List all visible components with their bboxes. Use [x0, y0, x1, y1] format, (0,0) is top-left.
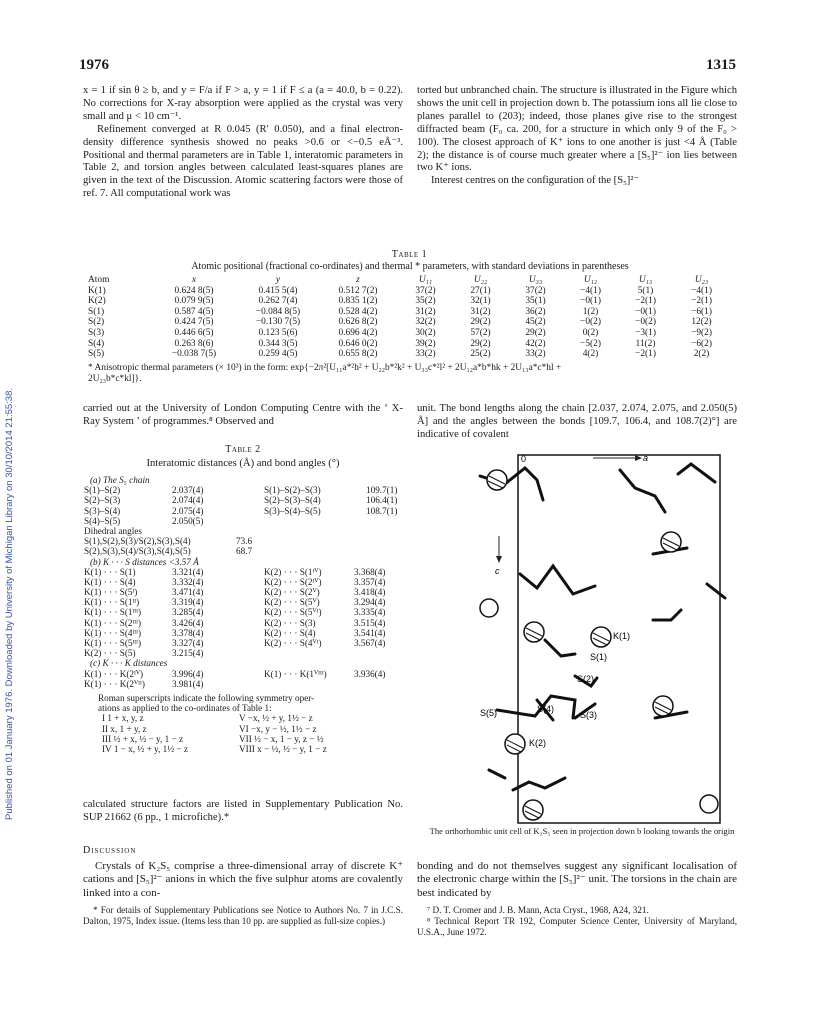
cell: −0(2): [635, 317, 656, 328]
cell: 33(2): [415, 349, 436, 360]
s5-chain: [653, 610, 681, 620]
col-header: Atom: [88, 275, 110, 285]
col-header: U₁₂: [583, 275, 598, 285]
cell: 25(2): [470, 349, 491, 360]
cell: 0.344 3(5): [258, 338, 298, 349]
cell: 0.123 5(6): [258, 327, 298, 338]
cell: 3.285(4): [172, 607, 204, 618]
cell: K(1) · · · S(2ᴵᴵᴵ): [84, 617, 142, 628]
cell: 37(2): [525, 285, 546, 296]
table1-label: Table 1: [391, 249, 428, 260]
cell: −6(1): [691, 306, 712, 317]
cell: 39(2): [415, 338, 436, 349]
cell: VII ½ − x, 1 − y, z − ½: [239, 733, 324, 744]
atom-label-s4: S(4): [537, 704, 555, 714]
cell: 3.996(4): [172, 668, 204, 679]
cell: 2.075(4): [172, 505, 204, 516]
table-row: [84, 597, 414, 607]
table1-header-row: [88, 275, 730, 286]
s5-chain: [620, 470, 665, 512]
cell: 3.515(4): [354, 617, 386, 628]
cell: 0.696 4(2): [338, 327, 378, 338]
symmetry-row: [84, 713, 414, 723]
cell: 2.074(4): [172, 495, 204, 506]
cell: K(2): [88, 296, 106, 307]
cell: 3.294(4): [354, 597, 386, 608]
table1: [88, 275, 730, 360]
s5-chain: [707, 584, 725, 598]
cell: 0.655 8(2): [338, 349, 378, 360]
cell: −6(2): [691, 338, 712, 349]
cell: 33(2): [525, 349, 546, 360]
cell: K(1) · · · S(1ᴵᴵᴵ): [84, 607, 142, 618]
table-row: [88, 296, 730, 307]
cell: 3.981(4): [172, 678, 204, 689]
potassium-atom: [700, 795, 718, 813]
section-heading: (b) K · · · S distances <3.57 Å: [90, 556, 199, 567]
cell: −4(1): [691, 285, 712, 296]
cell: 30(2): [415, 327, 436, 338]
cell: 36(2): [525, 306, 546, 317]
table-row: [84, 546, 414, 556]
atom-label-s1: S(1): [590, 652, 608, 662]
cell: −0.038 7(5): [171, 349, 217, 360]
axis-c-arrowhead: [496, 556, 502, 563]
cell: S(2)–S(3)–S(4): [264, 495, 321, 506]
cell: S(1),S(2),S(3)/S(2),S(3),S(4): [84, 536, 191, 547]
cell: 0.259 4(5): [258, 349, 298, 360]
cell: K(1) · · · S(1ᴵᴵ): [84, 597, 140, 608]
cell: IV 1 − x, ½ + y, 1½ − z: [102, 743, 188, 754]
cell: 29(2): [470, 338, 491, 349]
cell: −4(1): [580, 285, 601, 296]
col-header: U₁₁: [418, 275, 433, 285]
reference-7: ⁷ D. T. Cromer and J. B. Mann, Acta Cryst., 1968, A24, 321.: [427, 905, 649, 915]
cell: 106.4(1): [366, 495, 398, 506]
col-header: U₁₃: [638, 275, 653, 285]
cell: 3.378(4): [172, 627, 204, 638]
cell: 3.321(4): [172, 566, 204, 577]
cell: 12(2): [691, 317, 712, 328]
cell: 32(1): [470, 296, 491, 307]
cell: −0(1): [580, 296, 601, 307]
cell: 0.528 4(2): [338, 306, 378, 317]
col-header: z: [356, 275, 360, 285]
cell: −2(1): [691, 296, 712, 307]
table-row: [84, 607, 414, 617]
cell: K(2) · · · S(5ⱽ): [264, 597, 320, 608]
cell: 29(2): [525, 327, 546, 338]
cell: 35(1): [525, 296, 546, 307]
cell: 0(2): [582, 327, 599, 338]
cell: 3.471(4): [172, 587, 204, 598]
atom-label-k1: K(1): [613, 631, 631, 641]
table2-caption: Interatomic distances (Å) and bond angles (°): [146, 458, 340, 469]
table-row: [88, 307, 730, 318]
cell: 31(2): [470, 306, 491, 317]
discussion-heading: Discussion: [83, 845, 137, 856]
left-column-top: [83, 85, 403, 201]
cell: 108.7(1): [366, 505, 398, 516]
table-row: [84, 577, 414, 587]
cell: 68.7: [236, 546, 253, 557]
symmetry-row: [84, 724, 414, 734]
cell: 109.7(1): [366, 485, 398, 496]
cell: 73.6: [236, 536, 253, 547]
symmetry-intro: ations as applied to the co-ordinates of Table 1:: [98, 703, 272, 714]
table-row: [84, 648, 414, 658]
cell: 11(2): [635, 338, 656, 349]
col-header: U₂₃: [694, 275, 709, 285]
cell: K(2) · · · S(5ⱽᴵ): [264, 607, 322, 618]
col-header: U₃₃: [528, 275, 543, 285]
section-heading: Dihedral angles: [84, 525, 142, 536]
cell: K(2) · · · S(1ᴵⱽ): [264, 566, 322, 577]
cell: V −x, ½ + y, 1½ − z: [239, 713, 313, 724]
s5-chain: [545, 640, 575, 656]
cell: K(2) · · · S(5): [84, 648, 136, 659]
paragraph: Refinement converged at R 0.045 (R′ 0.050), and a final electron-density difference synthesis showed no peaks >0.6 or <−0.5 eÅ⁻³. Positional and thermal parameters are in Table 1, interatomic parameters in Table 2, and torsion angles between calculated least-squares planes are given in the text of the Discussion. Atomic scattering factors were those of ref. 7. All computational work was: [83, 123, 403, 200]
potassium-atom: [480, 599, 498, 617]
table-row: [84, 618, 414, 628]
table-row: [84, 536, 414, 546]
cell: 3.567(4): [354, 638, 386, 648]
axis-a-arrowhead: [635, 455, 642, 461]
cell: 0.626 8(2): [338, 317, 378, 328]
cell: 4(2): [582, 349, 599, 360]
right-column-bottom: bonding and do not themselves suggest any significant localisation of the electronic charge within the [S₅]²⁻ unit. The torsions in the chain are best indicated by: [417, 860, 737, 899]
cell: I 1 + x, y, z: [102, 713, 144, 724]
cell: K(1) · · · S(4ᴵᴵᴵ): [84, 627, 142, 638]
cell: II x, 1 + y, z: [102, 723, 147, 734]
cell: 42(2): [525, 338, 546, 349]
cell: K(1) · · · S(5ᴵ): [84, 587, 138, 598]
cell: −3(1): [635, 327, 656, 338]
paragraph: x = 1 if sin θ ≥ b, and y = F/a if F > a, y = 1 if F ≤ a (a = 40.0, b = 0.22). No corrections for X-ray absorption were applied as the crystal was very small and μ < 10 cm⁻¹.: [83, 85, 403, 122]
s5-chain: [678, 464, 715, 482]
col-header: x: [191, 275, 197, 285]
cell: −0(2): [580, 317, 601, 328]
cell: 27(1): [470, 285, 491, 296]
atom-label-s2: S(2): [577, 674, 595, 684]
cell: −5(2): [580, 338, 601, 349]
cell: 3.936(4): [354, 668, 386, 679]
table-row: [84, 567, 414, 577]
cell: K(1) · · · S(1): [84, 566, 136, 577]
cell: −2(1): [635, 296, 656, 307]
journal-year: 1976: [79, 57, 109, 73]
cell: III ½ + x, ½ − y, 1 − z: [102, 733, 184, 744]
cell: 3.332(4): [172, 576, 204, 587]
cell: −0(1): [635, 306, 656, 317]
cell: −0.130 7(5): [255, 317, 301, 328]
cell: 31(2): [415, 306, 436, 317]
cell: 0.835 1(2): [338, 296, 378, 307]
cell: 1(2): [582, 306, 599, 317]
cell: 3.357(4): [354, 576, 386, 587]
axis-a-label: a: [643, 453, 649, 463]
atom-label-k2: K(2): [529, 738, 547, 748]
cell: 57(2): [470, 327, 491, 338]
unit-cell-figure: [425, 448, 745, 828]
cell: K(2) · · · S(4ⱽᴵ): [264, 638, 322, 648]
cell: 0.512 7(2): [338, 285, 378, 296]
col-header: y: [275, 275, 281, 285]
cell: S(3)–S(4): [84, 505, 121, 516]
table-row: [88, 339, 730, 350]
axis-c-label: c: [495, 566, 500, 576]
table1-footnote: * Anisotropic thermal parameters (× 10³) in the form: exp{−2π²[U₁₁a*²h² + U₂₂b*²k² + U₃₃c*²l² + 2U₁₂a*b*hk + 2U₁₃a*c*hl +: [88, 363, 562, 373]
table-row: [84, 506, 414, 516]
section-heading: (a) The S₅ chain: [90, 475, 150, 485]
cell: 5(1): [637, 285, 654, 296]
cell: 0.424 7(5): [174, 317, 214, 328]
paragraph: torted but unbranched chain. The structure is illustrated in the Figure which shows the unit cell in projection down b. The potassium ions all lie close to planes parallel to (203); indeed, those planes give rise to the strongest diffracted beam (F₀ ca. 200, for a structure in which only 9 of the F₀ > 100). The closest approach of K⁺ ions to one another is just <4 Å (Table 2); the distance is of course much greater where a [S₅]²⁻ ion lies between two K⁺ ions.: [417, 85, 737, 174]
cell: S(4): [88, 338, 105, 349]
reference-8: ⁸ Technical Report TR 192, Computer Science Center, University of Maryland, U.S.A., June 1972.: [417, 916, 737, 937]
cell: VIII x − ½, ½ − y, 1 − z: [239, 743, 327, 754]
symmetry-intro: Roman superscripts indicate the following symmetry oper-: [98, 692, 315, 703]
table-row: [84, 669, 414, 679]
cell: K(2) · · · S(2ᴵⱽ): [264, 576, 322, 587]
cell: 29(2): [470, 317, 491, 328]
cell: S(3)–S(4)–S(5): [264, 505, 321, 516]
axis-origin-label: 0: [521, 454, 527, 464]
atom-label-s5: S(5): [480, 708, 498, 718]
atom-label-s3: S(3): [580, 710, 598, 720]
cell: 3.327(4): [172, 638, 204, 648]
cell: S(2): [88, 317, 105, 328]
section-heading: (c) K · · · K distances: [90, 658, 168, 669]
cell: K(1) · · · K(2ᴵⱽ): [84, 668, 144, 679]
potassium-atoms: [480, 470, 718, 820]
table1-footnote-cont: 2U₂₃b*c*kl]}.: [88, 374, 142, 384]
cell: K(1) · · · S(5ᴵᴵᴵ): [84, 638, 142, 648]
s5-chain: [545, 778, 565, 788]
cell: S(3): [88, 327, 105, 338]
cell: K(1) · · · K(2ⱽᴵᴵ): [84, 678, 145, 689]
cell: S(1)–S(2)–S(3): [264, 485, 321, 496]
cell: K(1): [88, 285, 106, 296]
cell: −0.084 8(5): [255, 306, 301, 317]
cell: K(2) · · · S(2ⱽ): [264, 587, 320, 598]
table-row: [88, 328, 730, 339]
table-row: [84, 628, 414, 638]
cell: 0.415 5(4): [258, 285, 298, 296]
cell: 3.335(4): [354, 607, 386, 618]
cell: K(1) · · · K(1ⱽᴵᴵᴵ): [264, 668, 327, 679]
cell: K(2) · · · S(3): [264, 617, 316, 628]
cell: 2(2): [693, 349, 710, 360]
table-row: [84, 587, 414, 597]
cell: 0.263 8(6): [174, 338, 214, 349]
table-row: [84, 516, 414, 526]
s5-chain: [489, 770, 505, 778]
cell: 0.446 6(5): [174, 327, 214, 338]
cell: S(4)–S(5): [84, 515, 121, 526]
cell: 0.646 0(2): [338, 338, 378, 349]
table-row: [84, 679, 414, 689]
cell: 32(2): [415, 317, 436, 328]
footnote: * For details of Supplementary Publications see Notice to Authors No. 7 in J.C.S. Dalton, 1975, Index issue. (Items less than 10 pp. are supplied as full-size copies.): [83, 905, 403, 926]
cell: 3.368(4): [354, 566, 386, 577]
symmetry-row: [84, 744, 414, 754]
figure-caption: The orthorhombic unit cell of K₂S₅ seen in projection down b looking towards the origin: [429, 826, 735, 836]
table-row: [84, 495, 414, 505]
cell: 3.319(4): [172, 597, 204, 608]
right-column-top: [417, 85, 737, 188]
cell: K(1) · · · S(4): [84, 576, 136, 587]
col-header: U₂₂: [473, 275, 488, 285]
cell: 3.426(4): [172, 617, 204, 628]
cell: 45(2): [525, 317, 546, 328]
table-row: [88, 349, 730, 360]
table-row: [88, 286, 730, 297]
table2-label: Table 2: [225, 444, 261, 455]
cell: S(1)–S(2): [84, 485, 121, 496]
cell: 2.037(4): [172, 485, 204, 496]
cell: 0.079 9(5): [174, 296, 214, 307]
cell: S(2),S(3),S(4)/S(3),S(4),S(5): [84, 546, 191, 557]
table-row: [88, 317, 730, 328]
cell: 2.050(5): [172, 515, 204, 526]
left-column-mid: carried out at the University of London Computing Centre with the ‘ X-Ray System ’ of programmes.⁸ Observed and: [83, 403, 403, 427]
table2: [84, 475, 414, 754]
cell: 35(2): [415, 296, 436, 307]
cell: S(2)–S(3): [84, 495, 121, 506]
cell: 0.587 4(5): [174, 306, 214, 317]
cell: 3.418(4): [354, 587, 386, 598]
table-row: [84, 638, 414, 648]
symmetry-row: [84, 734, 414, 744]
supplementary-note: calculated structure factors are listed in Supplementary Publication No. SUP 21662 (6 pp., 1 microfiche).*: [83, 799, 403, 823]
cell: 3.541(4): [354, 627, 386, 638]
cell: 0.624 8(5): [174, 285, 214, 296]
cell: 37(2): [415, 285, 436, 296]
cell: 0.262 7(4): [258, 296, 298, 307]
cell: −9(2): [691, 327, 712, 338]
table-row: [84, 485, 414, 495]
cell: K(2) · · · S(4): [264, 627, 316, 638]
s5-chain: [520, 566, 595, 594]
table1-caption: Atomic positional (fractional co-ordinates) and thermal * parameters, with standard deviations in parentheses: [191, 261, 629, 272]
right-column-mid: unit. The bond lengths along the chain [2.037, 2.074, 2.075, and 2.050(5) Å] and the angles between the bonds [109.7, 106.4, and 108.7(2)°] are indicative of covalent: [417, 403, 737, 440]
cell: S(1): [88, 306, 105, 317]
cell: VI −x, y − ½, 1½ − z: [239, 723, 317, 734]
discussion-paragraph: Crystals of K₂S₅ comprise a three-dimensional array of discrete K⁺ cations and [S₅]²⁻ anions in which the five sulphur atoms are covalently linked into a con-: [83, 860, 403, 899]
cell: S(5): [88, 349, 105, 360]
cell: −2(1): [635, 349, 656, 360]
cell: 3.215(4): [172, 648, 204, 659]
page-number: 1315: [706, 57, 736, 73]
paragraph: Interest centres on the configuration of the [S₅]²⁻: [431, 175, 640, 187]
download-notice[interactable]: Published on 01 January 1976. Downloaded by University of Michigan Library on 30/10/2014 21:55:38.: [4, 387, 15, 820]
